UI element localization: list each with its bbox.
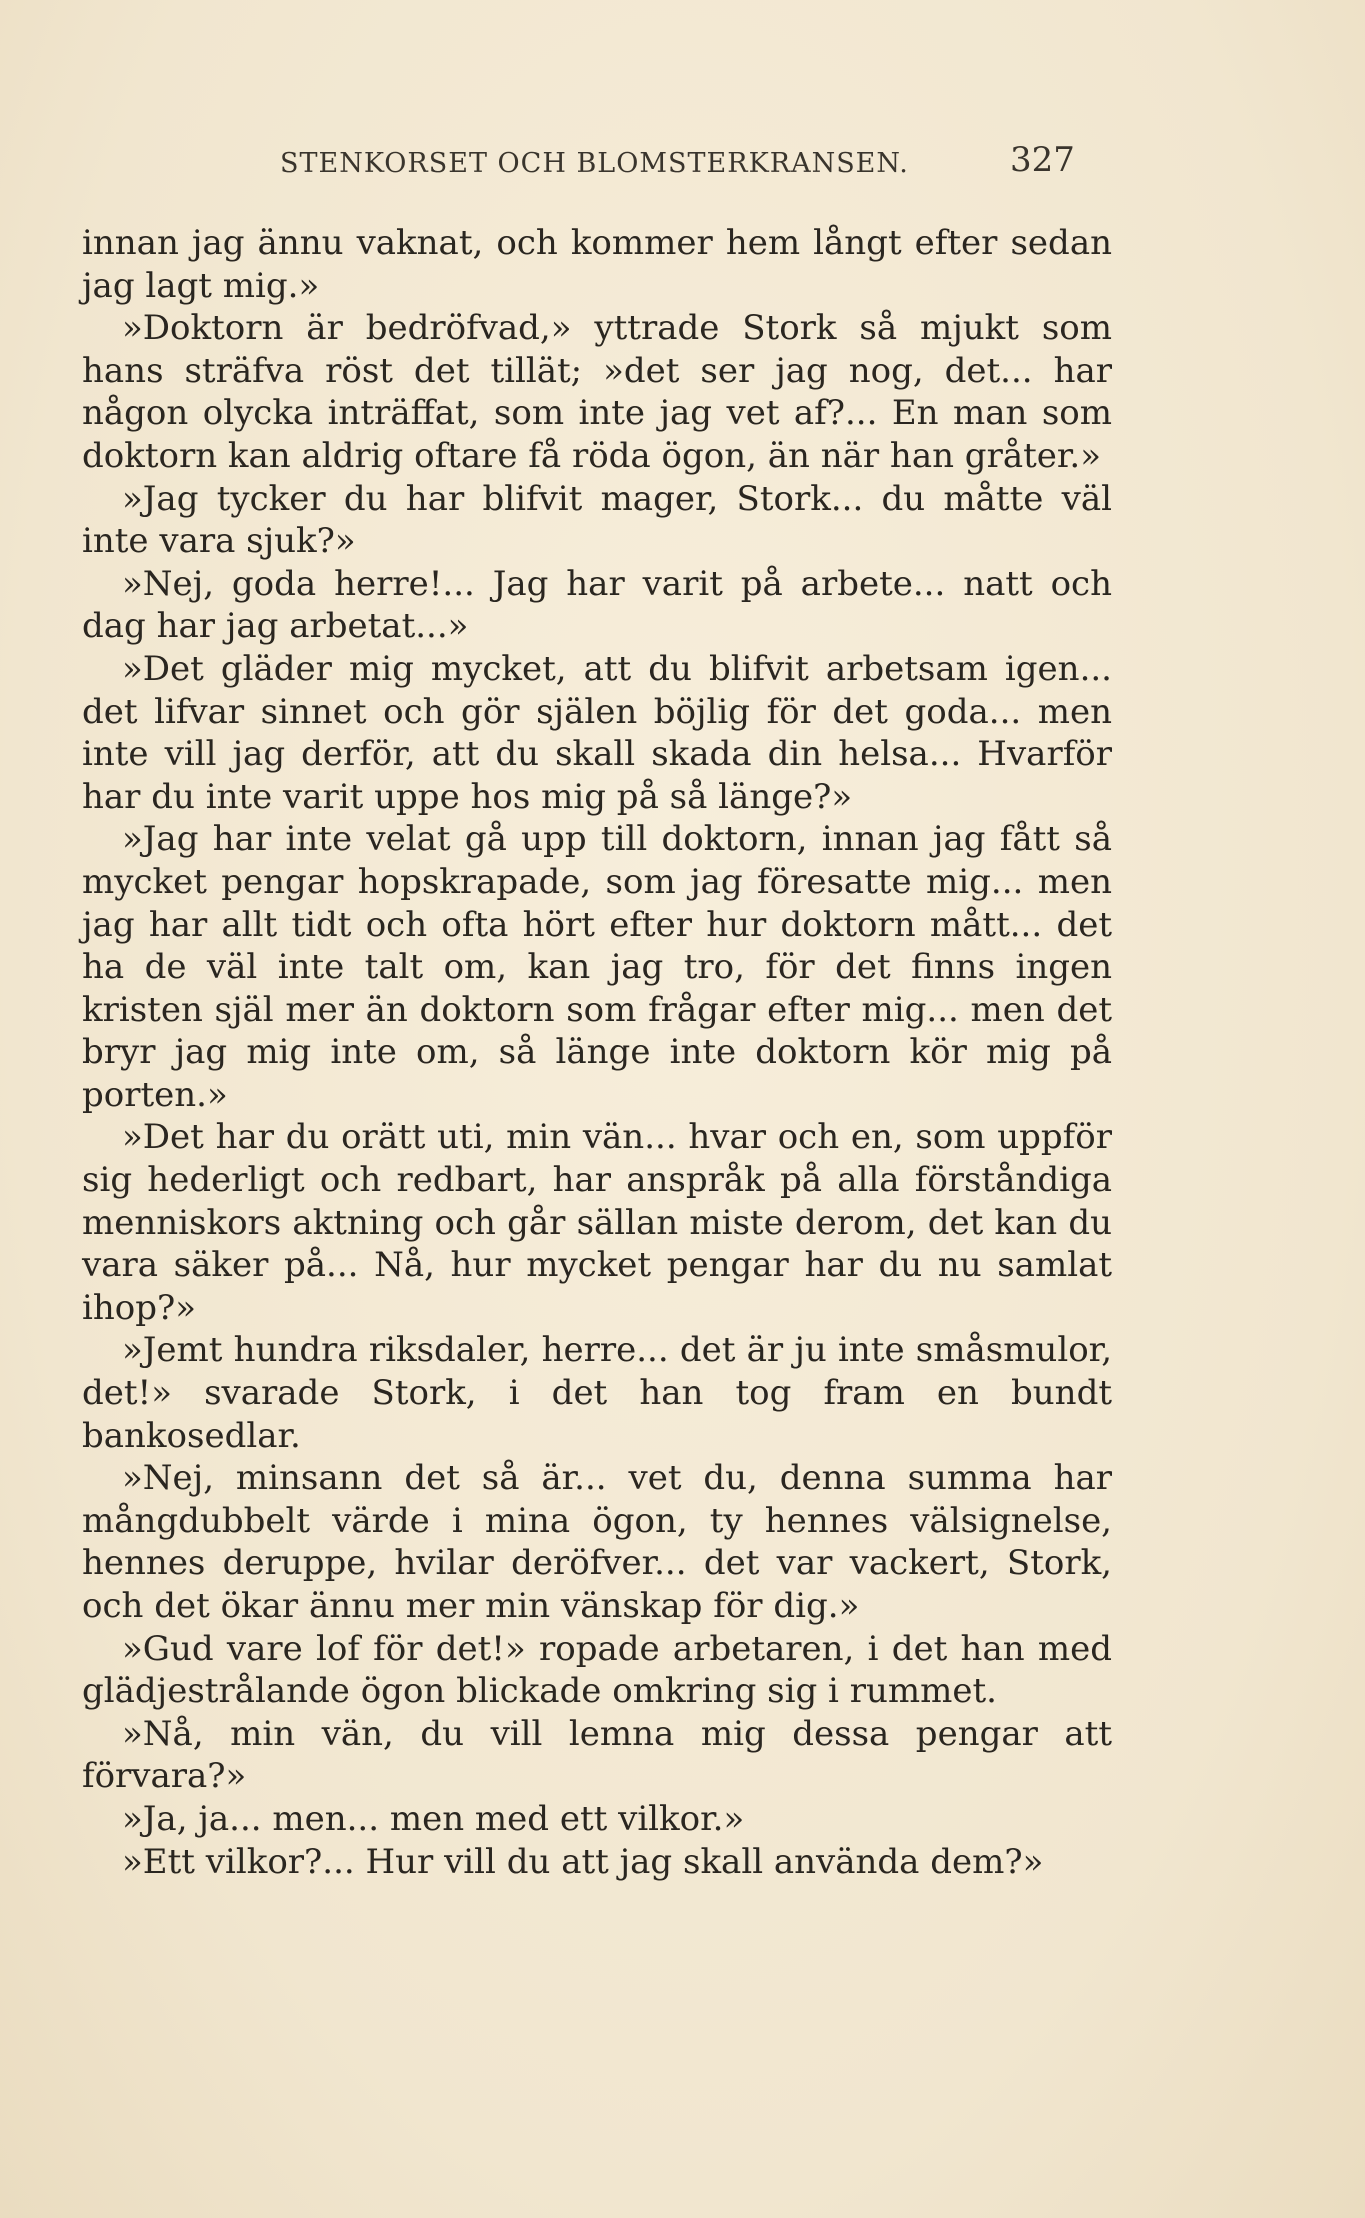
page-number: 327 [1010,140,1075,180]
paragraph: »Nej, goda herre!... Jag har varit på arbete... natt och dag har jag arbetat...» [82,563,1112,647]
paragraph: »Det har du orätt uti, min vän... hvar och en, som uppför sig hederligt och redbart, har anspråk på alla förståndiga menniskors aktning och går sällan miste derom, det kan du vara säker på... Nå, hur mycket pengar har du nu samlat ihop?» [82,1117,1112,1328]
running-title: STENKORSET OCH BLOMSTERKRANSEN. [280,148,909,179]
paragraph: »Gud vare lof för det!» ropade arbetaren, i det han med glädjestrålande ögon blickade omkring sig i rummet. [82,1628,1112,1712]
paragraph: »Nå, min vän, du vill lemna mig dessa pengar att förvara?» [82,1713,1112,1797]
paragraph: »Jag tycker du har blifvit mager, Stork... du måtte väl inte vara sjuk?» [82,478,1112,562]
paragraph: »Nej, minsann det så är... vet du, denna summa har mångdubbelt värde i mina ögon, ty hennes välsignelse, hennes deruppe, hvilar deröfver... det var vackert, Stork, och det ökar ännu mer min vänskap för dig.» [82,1458,1112,1626]
paragraph: innan jag ännu vaknat, och kommer hem långt efter sedan jag lagt mig.» [82,223,1112,306]
paragraph: »Ett vilkor?... Hur vill du att jag skall använda dem?» [122,1841,1044,1882]
paragraph: »Det gläder mig mycket, att du blifvit arbetsam igen... det lifvar sinnet och gör själen böjlig för det goda... men inte vill jag derför, att du skall skada din helsa... Hvarför har du inte varit uppe hos mig på så länge?» [82,648,1112,817]
paragraph: »Doktorn är bedröfvad,» yttrade Stork så mjukt som hans sträfva röst det tillät; »det ser jag nog, det... har någon olycka inträffat, som inte jag vet af?... En man som doktorn kan aldrig oftare få röda ögon, än när han gråter.» [82,308,1112,476]
paragraph: »Jag har inte velat gå upp till doktorn, innan jag fått så mycket pengar hopskrapade, som jag föresatte mig... men jag har allt tidt och ofta hört efter hur doktorn mått... det ha de väl inte talt om, kan jag tro, för det finns ingen kristen själ mer än doktorn som frågar efter mig... men det bryr jag mig inte om, så länge inte doktorn kör mig på porten.» [82,819,1112,1115]
paragraph: »Jemt hundra riksdaler, herre... det är ju inte småsmulor, det!» svarade Stork, i det han tog fram en bundt bankosedlar. [82,1330,1112,1456]
paragraph: »Ja, ja... men... men med ett vilkor.» [122,1798,745,1839]
body-text [82,222,1112,1883]
